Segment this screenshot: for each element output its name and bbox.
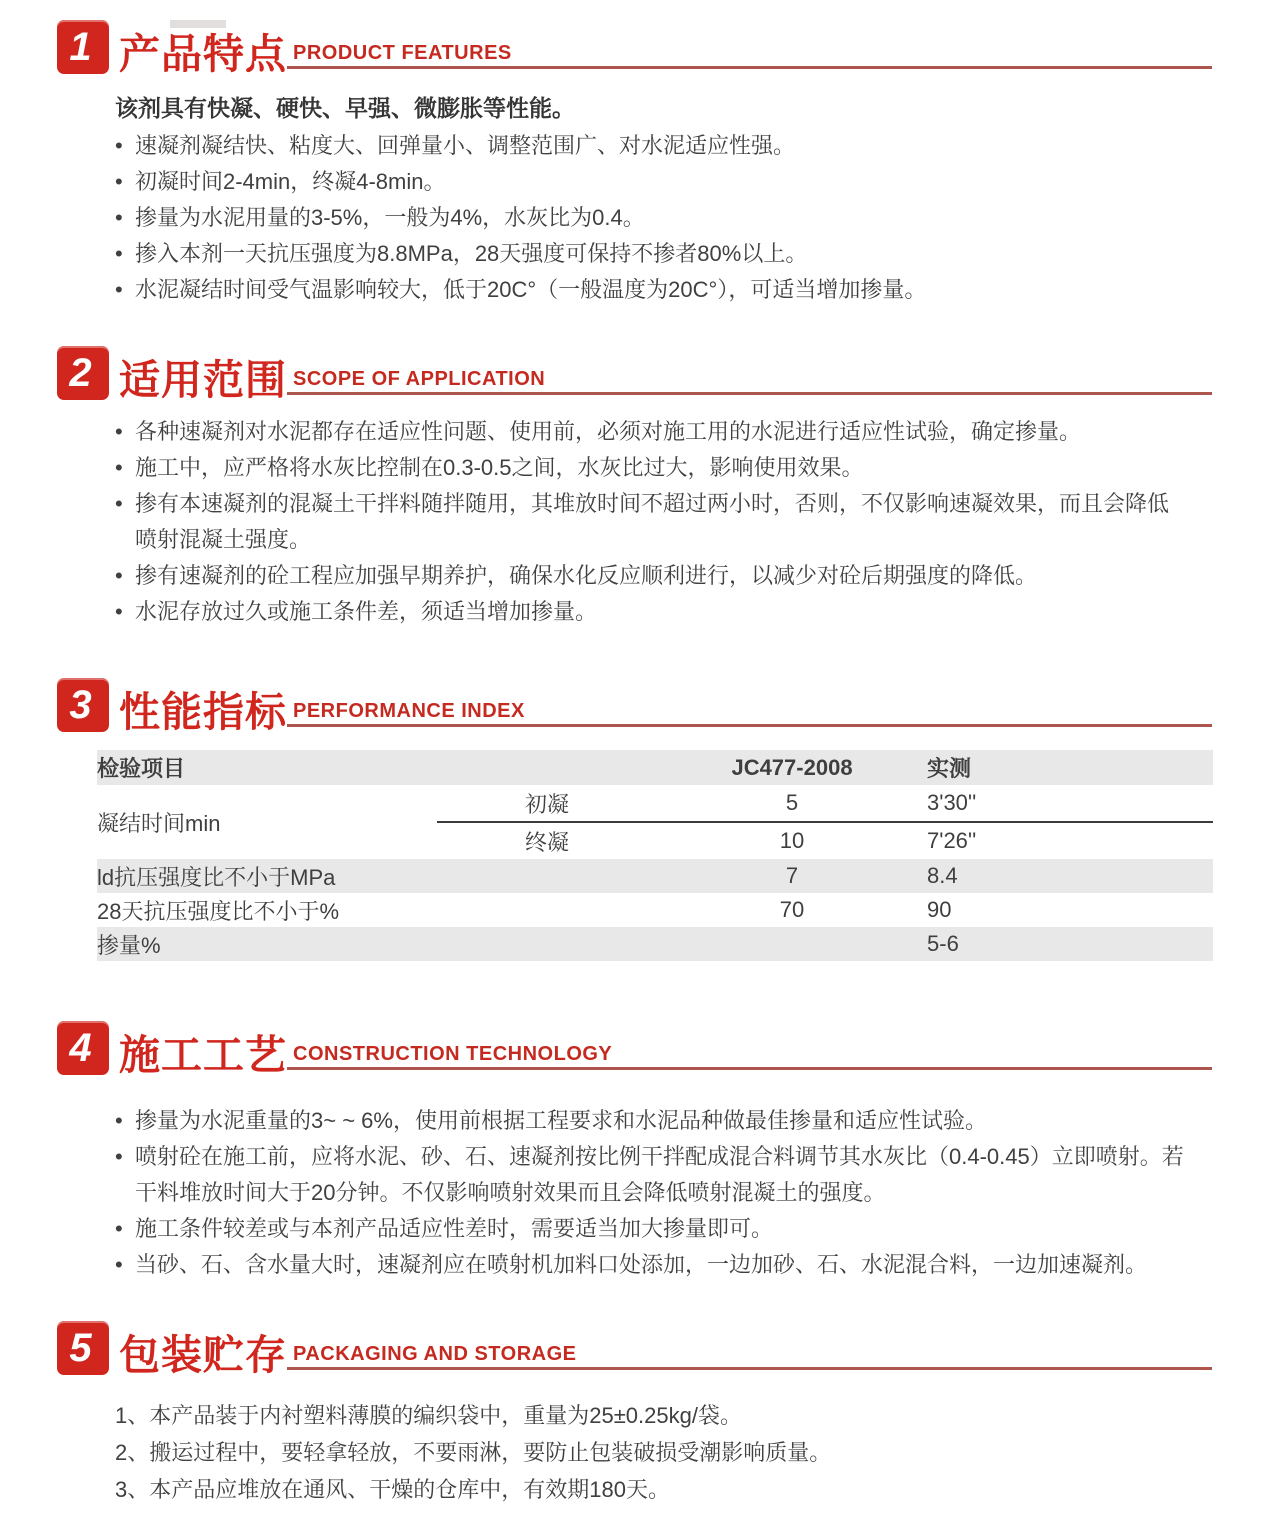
numbered-item: 3、本产品应堆放在通风、干燥的仓库中，有效期180天。	[115, 1477, 670, 1502]
section-title-en: CONSTRUCTION TECHNOLOGY	[293, 1043, 613, 1065]
col-header-measured: 实测	[927, 750, 1213, 785]
header-rule	[287, 392, 1212, 395]
table-row-28d-strength	[97, 893, 1213, 927]
section-title-right	[287, 678, 1212, 732]
scope-bullet-list	[115, 414, 1190, 630]
packaging-numbered-list	[115, 1397, 1190, 1508]
header-rule	[287, 66, 1212, 69]
section-3-header	[57, 678, 1212, 736]
section-product-features	[0, 20, 1280, 308]
section-title-zh: 包装贮存	[119, 1332, 287, 1379]
header-rule	[287, 724, 1212, 727]
section-title-en: PERFORMANCE INDEX	[293, 700, 525, 722]
features-intro: 该剂具有快凝、硬快、早强、微膨胀等性能。	[115, 95, 575, 121]
bullet-item: • 施工中，应严格将水灰比控制在0.3-0.5之间，水灰比过大，影响使用效果。	[115, 450, 1190, 486]
bullet-item: • 初凝时间2-4min，终凝4-8min。	[115, 164, 1190, 200]
table-row-dosage	[97, 927, 1213, 961]
bullet-item: • 掺量为水泥用量的3-5%，一般为4%，水灰比为0.4。	[115, 200, 1190, 236]
section-title-right	[287, 20, 1212, 74]
row-standard	[657, 927, 927, 961]
bullet-item: • 掺入本剂一天抗压强度为8.8MPa，28天强度可保持不掺者80%以上。	[115, 236, 1190, 272]
section-number: 4	[69, 1026, 92, 1070]
row-measured: 90	[927, 893, 1213, 927]
section-2-header	[57, 346, 1212, 404]
header-rule	[287, 1367, 1212, 1370]
section-number: 1	[69, 25, 92, 69]
final-setting-label: 终凝	[437, 822, 657, 859]
header-rule	[287, 1067, 1212, 1070]
section-number: 2	[69, 351, 92, 395]
row-label: 掺量%	[97, 927, 657, 961]
bullet-item: • 掺量为水泥重量的3~ ~ 6%，使用前根据工程要求和水泥品种做最佳掺量和适应性试验。	[115, 1103, 1190, 1139]
section-title-zh: 产品特点	[119, 31, 287, 78]
bullet-item: • 施工条件较差或与本剂产品适应性差时，需要适当加大掺量即可。	[115, 1211, 1190, 1247]
construction-bullet-list	[115, 1103, 1190, 1283]
initial-setting-label: 初凝	[437, 785, 657, 822]
bullet-item: • 水泥凝结时间受气温影响较大，低于20C°（一般温度为20C°），可适当增加掺量。	[115, 272, 1190, 308]
section-title-zh: 施工工艺	[119, 1032, 287, 1079]
section-number-badge	[57, 1321, 109, 1375]
section-title-en: SCOPE OF APPLICATION	[293, 368, 546, 390]
section-number-badge	[57, 20, 109, 74]
final-setting-standard: 10	[657, 822, 927, 859]
initial-setting-standard: 5	[657, 785, 927, 822]
section-5-header	[57, 1321, 1212, 1379]
table-row-1d-strength	[97, 859, 1213, 893]
section-title-right	[287, 346, 1212, 400]
features-bullet-list	[115, 128, 1190, 308]
bullet-item: • 各种速凝剂对水泥都存在适应性问题、使用前，必须对施工用的水泥进行适应性试验，确定掺量。	[115, 414, 1190, 450]
bullet-item: • 喷射砼在施工前，应将水泥、砂、石、速凝剂按比例干拌配成混合料调节其水灰比（0.4-0.45）立即喷射。若干料堆放时间大于20分钟。不仅影响喷射效果而且会降低喷射混凝土的强度。	[115, 1139, 1190, 1211]
col-header-standard: JC477-2008	[657, 750, 927, 785]
initial-setting-measured: 3'30''	[927, 785, 1213, 822]
section-number: 5	[69, 1326, 92, 1370]
section-title-zh: 适用范围	[119, 357, 287, 404]
section-number: 3	[69, 683, 92, 727]
section-title-en: PACKAGING AND STORAGE	[293, 1343, 577, 1365]
bullet-item: • 当砂、石、含水量大时，速凝剂应在喷射机加料口处添加，一边加砂、石、水泥混合料，一边加速凝剂。	[115, 1247, 1190, 1283]
bullet-item: • 掺有本速凝剂的混凝土干拌料随拌随用，其堆放时间不超过两小时，否则，不仅影响速凝效果，而且会降低喷射混凝土强度。	[115, 486, 1190, 558]
section-4-header	[57, 1021, 1212, 1079]
row-standard: 7	[657, 859, 927, 893]
row-label: ld抗压强度比不小于MPa	[97, 859, 657, 893]
row-label: 28天抗压强度比不小于%	[97, 893, 657, 927]
section-title-en: PRODUCT FEATURES	[293, 42, 512, 64]
row-measured: 5-6	[927, 927, 1213, 961]
final-setting-measured: 7'26''	[927, 822, 1213, 859]
datasheet-page	[0, 20, 1280, 1534]
row-measured: 8.4	[927, 859, 1213, 893]
section-title-right	[287, 1021, 1212, 1075]
section-scope-of-application	[0, 346, 1280, 630]
table-row-initial-setting	[97, 785, 1213, 822]
section-1-header	[57, 20, 1212, 78]
bullet-item: • 速凝剂凝结快、粘度大、回弹量小、调整范围广、对水泥适应性强。	[115, 128, 1190, 164]
numbered-item: 2、搬运过程中，要轻拿轻放，不要雨淋，要防止包装破损受潮影响质量。	[115, 1440, 832, 1465]
performance-index-table	[97, 750, 1213, 961]
section-construction-technology	[0, 1021, 1280, 1283]
bullet-item: • 水泥存放过久或施工条件差，须适当增加掺量。	[115, 594, 1190, 630]
section-packaging-and-storage	[0, 1321, 1280, 1508]
setting-time-label: 凝结时间min	[97, 785, 437, 859]
row-standard: 70	[657, 893, 927, 927]
section-number-badge	[57, 346, 109, 400]
section-number-badge	[57, 678, 109, 732]
numbered-item: 1、本产品装于内衬塑料薄膜的编织袋中，重量为25±0.25kg/袋。	[115, 1403, 742, 1428]
section-title-zh: 性能指标	[119, 689, 287, 736]
section-performance-index	[0, 678, 1280, 961]
section-number-badge	[57, 1021, 109, 1075]
section-title-right	[287, 1321, 1212, 1375]
bullet-item: • 掺有速凝剂的砼工程应加强早期养护，确保水化反应顺利进行，以减少对砼后期强度的降低。	[115, 558, 1190, 594]
col-header-item: 检验项目	[97, 750, 657, 785]
table-header-row	[97, 750, 1213, 785]
